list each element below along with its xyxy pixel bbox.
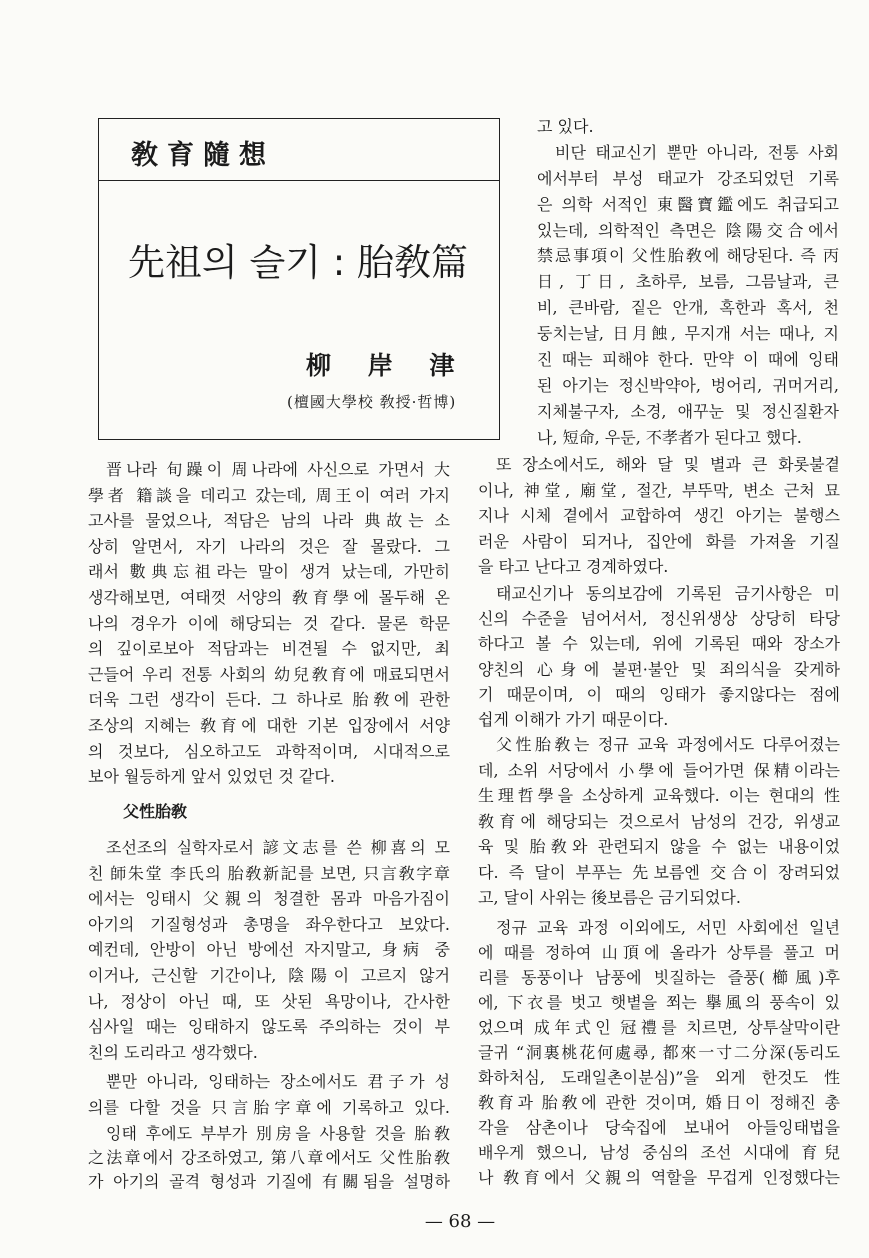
- text-line: 심사일 때는 잉태하지 않도록 주의하는 것이 부: [88, 1017, 450, 1037]
- text-line: 父性胎敎는 정규 교육 과정에서도 다루어졌는: [496, 735, 840, 754]
- text-line: 래서 數典忘祖라는 말이 생겨 났는데, 가만히: [88, 562, 450, 582]
- text-line: 배우게 했으니, 남성 중심의 조선 시대에 育兒: [478, 1143, 840, 1162]
- text-line: 친 師朱堂 李氏의 胎敎新記를 보면, 只言敎字章: [88, 863, 450, 883]
- text-line: 에서는 잉태시 父親의 청결한 몸과 마음가짐이: [88, 889, 450, 909]
- text-line: 조선조의 실학자로서 諺文志를 쓴 柳喜의 모: [106, 838, 450, 857]
- text-line: 상히 알면서, 자기 나라의 것은 잘 몰랐다. 그: [88, 536, 450, 556]
- text-line: 의 것보다, 심오하고도 과학적이며, 시대적으로: [88, 741, 450, 761]
- left-intro-paragraph: [88, 457, 450, 790]
- text-line: 고 있다.: [537, 117, 594, 136]
- text-line: 쉽게 이해가 가기 때문이다.: [478, 709, 669, 729]
- page-number: — 68 —: [424, 1211, 496, 1232]
- article-title: 先祖의 슬기 : 胎敎篇: [128, 241, 468, 284]
- right-paragraph-7: [478, 732, 840, 911]
- right-paragraph-top: [537, 114, 839, 451]
- left-paragraph-1: [88, 835, 450, 1065]
- text-line: 보아 월등하게 앞서 있었던 것 같다.: [88, 767, 335, 787]
- text-line: 敎育과 胎敎에 관한 것이며, 婚日이 정해진 총: [478, 1093, 840, 1112]
- text-line: 정규 교육 과정 이외에도, 서민 사회에선 일년: [496, 918, 840, 937]
- text-line: 태교신기나 동의보감에 기록된 금기사항은 미: [496, 584, 840, 603]
- text-line: 을 타고 난다고 경계하였다.: [478, 557, 669, 576]
- text-line: 나, 정상이 아닌 때, 또 삿된 욕망이나, 간사한: [88, 991, 450, 1011]
- text-line: 고사를 물었으나, 적담은 남의 나라 典故는 소: [88, 511, 450, 531]
- text-line: 에서부터 부성 태교가 강조되었던 기록: [537, 168, 839, 188]
- text-line: 나 敎育에서 父親의 역할을 무겁게 인정했다는: [478, 1168, 840, 1187]
- text-line: 각을 삼촌이나 당숙집에 보내어 아들잉태법을: [478, 1118, 840, 1137]
- text-line: 화하처심, 도래일촌이분심)”을 외게 한것도 性: [478, 1068, 840, 1087]
- text-line: 고, 달이 사위는 後보름은 금기되었다.: [478, 888, 741, 907]
- text-line: 은 의학 서적인 東醫寶鑑에도 취급되고: [537, 194, 839, 214]
- text-line: 또 장소에서도, 해와 달 및 별과 큰 화롯불곁: [496, 455, 840, 474]
- text-line: 된 아기는 정신박약아, 벙어리, 귀머거리,: [537, 375, 839, 395]
- text-line: 이나, 神堂, 廟堂, 절간, 부뚜막, 변소 근처 묘: [478, 480, 840, 500]
- author-name: 柳 岸 津: [306, 351, 469, 380]
- text-line: 나의 경우가 이에 해당되는 것 같다. 물론 학문: [88, 613, 450, 633]
- text-line: 아기의 기질형성과 총명을 좌우한다고 보았다.: [88, 914, 450, 934]
- author-affiliation: (檀國大學校 敎授·哲博): [287, 393, 457, 411]
- text-line: 러운 사람이 되거나, 집안에 화를 가져올 기질: [478, 531, 840, 551]
- text-line: 지나 시체 곁에서 교합하여 생긴 아기는 불행스: [478, 506, 840, 525]
- text-line: 비, 큰바람, 짙은 안개, 혹한과 혹서, 천: [537, 298, 839, 318]
- text-line: 생각해보면, 여태껏 서양의 敎育學에 몰두해 온: [88, 587, 450, 607]
- left-paragraph-3: [88, 1122, 450, 1194]
- text-line: 양친의 心身에 불편·불안 및 죄의식을 갖게하: [478, 659, 840, 679]
- text-line: 의를 다할 것을 只言胎字章에 기록하고 있다.: [88, 1098, 450, 1117]
- text-line: 기 때문이며, 이 때의 잉태가 좋지않다는 점에: [478, 684, 840, 704]
- text-line: 비단 태교신기 뿐만 아니라, 전통 사회: [555, 142, 839, 162]
- text-line: 禁忌事項이 父性胎敎에 해당된다. 즉 丙: [537, 246, 839, 266]
- text-line: 이거나, 근신할 기간이나, 陰陽이 고르지 않거: [88, 965, 450, 985]
- text-line: 진 때는 피해야 한다. 만약 이 때에 잉태: [537, 350, 839, 370]
- text-line: 다. 즉 달이 부푸는 先보름엔 交合이 장려되었: [478, 862, 840, 882]
- article-title-box: [98, 118, 500, 440]
- text-line: 나, 短命, 우둔, 不孝者가 된다고 했다.: [537, 427, 802, 447]
- left-paragraph-2: [88, 1069, 450, 1121]
- text-line: 之法章에서 강조하였고, 第八章에서도 父性胎敎: [88, 1148, 450, 1167]
- right-paragraph-6: [478, 581, 840, 732]
- text-line: 었으며 成年式인 冠禮를 치르면, 상투살막이란: [478, 1018, 840, 1037]
- section-heading: 父性胎敎: [123, 802, 188, 821]
- text-line: 지체불구자, 소경, 애꾸눈 및 정신질환자: [537, 401, 839, 421]
- text-line: 의 깊이로보아 적담과는 비견될 수 없지만, 최: [88, 639, 450, 659]
- text-line: 리를 동풍이나 남풍에 빗질하는 즐풍(櫛風)후: [478, 968, 840, 987]
- text-line: 日, 丁日, 초하루, 보름, 그믐날과, 큰: [537, 272, 839, 292]
- text-line: 친의 도리라고 생각했다.: [88, 1042, 258, 1062]
- text-line: 하다고 볼 수 있는데, 위에 기록된 때와 장소가: [478, 634, 840, 654]
- text-line: 둥치는날, 日月蝕, 무지개 서는 때나, 지: [537, 324, 839, 344]
- text-line: 데, 소위 서당에서 小學에 들어가면 保精이라는: [478, 760, 840, 780]
- text-line: 잉태 후에도 부부가 別房을 사용할 것을 胎敎: [106, 1124, 450, 1143]
- text-line: 敎育에 해당되는 것으로서 남성의 건강, 위생교: [478, 811, 840, 831]
- text-line: 에, 下衣를 벗고 햇볕을 쬐는 擧風의 풍속이 있: [478, 993, 840, 1012]
- text-line: 가 아기의 골격 형성과 기질에 有關됨을 설명하: [88, 1172, 450, 1191]
- title-divider: [99, 180, 499, 181]
- text-line: 근들어 우리 전통 사회의 幼兒敎育에 매료되면서: [88, 664, 450, 684]
- text-line: 晋나라 旬躁이 周나라에 사신으로 가면서 大: [106, 460, 450, 479]
- series-title: 敎育隨想: [131, 140, 275, 171]
- text-line: 신의 수준을 넘어서서, 정신위생상 상당히 타당: [478, 609, 840, 629]
- text-line: 生理哲學을 소상하게 교육했다. 이는 현대의 性: [478, 786, 840, 805]
- right-paragraph-5: [478, 452, 840, 580]
- text-line: 學者 籍談을 데리고 갔는데, 周王이 여러 가지: [88, 485, 450, 505]
- text-line: 글귀 “洞裏桃花何處尋, 都來一寸二分深(동리도: [478, 1043, 840, 1062]
- text-line: 에 때를 정하여 山頂에 올라가 상투를 풀고 머: [478, 943, 840, 962]
- text-line: 있는데, 의학적인 측면은 陰陽交合에서: [537, 220, 839, 240]
- text-line: 육 및 胎敎와 관련되지 않을 수 없는 내용이었: [478, 837, 840, 856]
- text-line: 예컨데, 안방이 아닌 방에선 자지말고, 身病 중: [88, 940, 450, 960]
- text-line: 더욱 그런 생각이 든다. 그 하나로 胎敎에 관한: [88, 690, 450, 710]
- right-paragraph-8: [478, 915, 840, 1190]
- text-line: 뿐만 아니라, 잉태하는 장소에서도 君子가 성: [106, 1072, 450, 1091]
- text-line: 조상의 지혜는 敎育에 대한 기본 입장에서 서양: [88, 715, 450, 735]
